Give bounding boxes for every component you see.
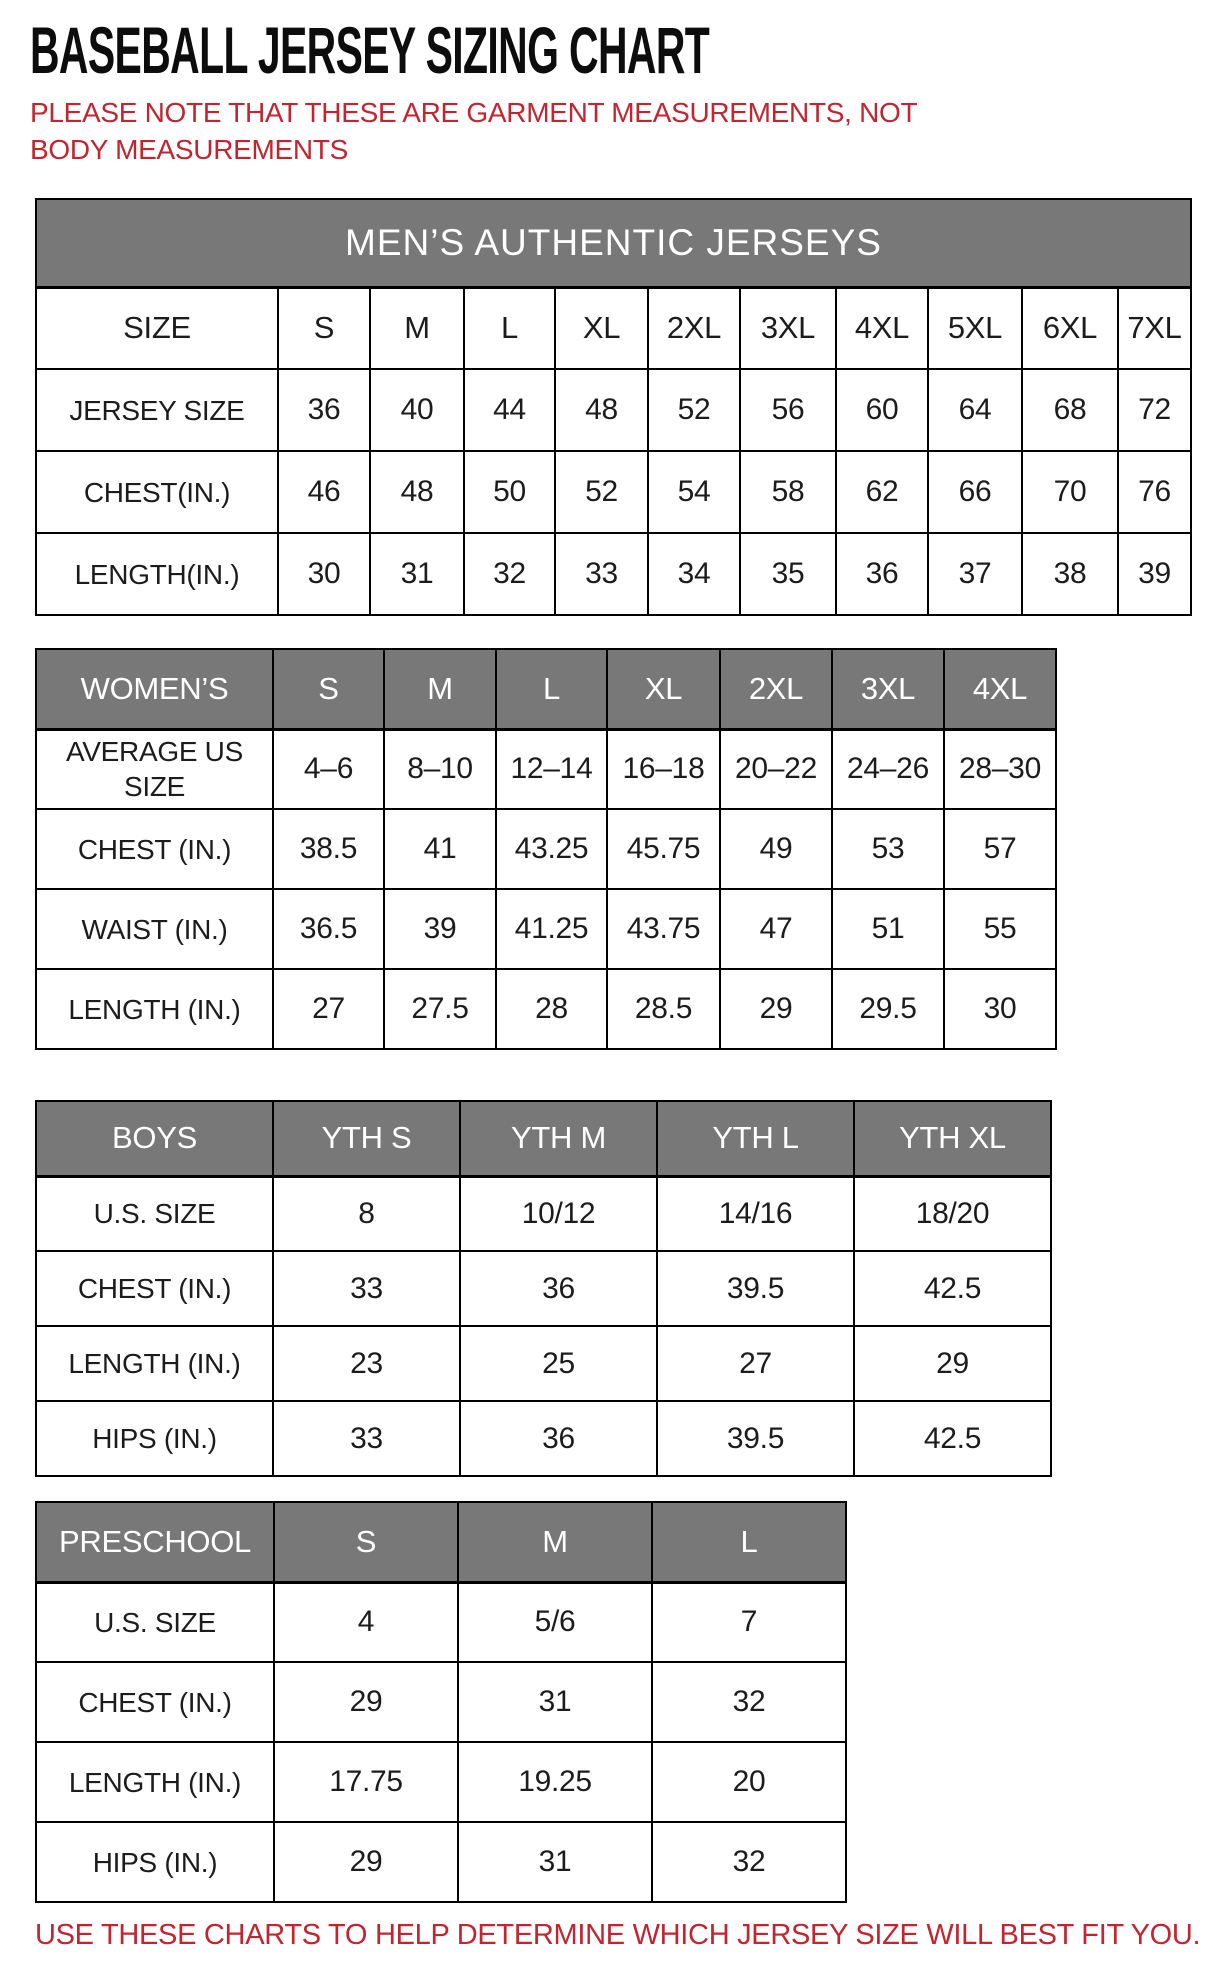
value-cell: 27 bbox=[657, 1326, 854, 1401]
value-cell: 37 bbox=[928, 533, 1022, 615]
value-cell: 32 bbox=[464, 533, 555, 615]
value-cell: 52 bbox=[555, 451, 648, 533]
row-label: JERSEY SIZE bbox=[36, 369, 278, 451]
value-cell: 46 bbox=[278, 451, 370, 533]
value-cell: 33 bbox=[555, 533, 648, 615]
size-column-header: XL bbox=[555, 287, 648, 369]
size-column-header: L bbox=[496, 649, 607, 729]
table-row bbox=[36, 1662, 846, 1742]
size-column-header: 7XL bbox=[1118, 287, 1191, 369]
fit-advice-note: USE THESE CHARTS TO HELP DETERMINE WHICH JERSEY SIZE WILL BEST FIT YOU. bbox=[35, 1919, 1201, 1952]
value-cell: 30 bbox=[278, 533, 370, 615]
value-cell: 31 bbox=[458, 1822, 652, 1902]
value-cell: 5/6 bbox=[458, 1582, 652, 1662]
table-row bbox=[36, 729, 1056, 809]
value-cell: 27.5 bbox=[384, 969, 496, 1049]
value-cell: 33 bbox=[273, 1251, 460, 1326]
table-row bbox=[36, 1742, 846, 1822]
value-cell: 50 bbox=[464, 451, 555, 533]
table-header-row bbox=[36, 1502, 846, 1582]
row-label: LENGTH (IN.) bbox=[36, 1326, 273, 1401]
value-cell: 64 bbox=[928, 369, 1022, 451]
value-cell: 28 bbox=[496, 969, 607, 1049]
value-cell: 16–18 bbox=[607, 729, 720, 809]
row-label: HIPS (IN.) bbox=[36, 1401, 273, 1476]
value-cell: 4–6 bbox=[273, 729, 384, 809]
value-cell: 12–14 bbox=[496, 729, 607, 809]
value-cell: 29 bbox=[274, 1822, 458, 1902]
value-cell: 48 bbox=[370, 451, 464, 533]
value-cell: 17.75 bbox=[274, 1742, 458, 1822]
size-column-header: M bbox=[370, 287, 464, 369]
size-column-header: S bbox=[274, 1502, 458, 1582]
size-column-header: 3XL bbox=[832, 649, 944, 729]
table-banner-row bbox=[36, 199, 1191, 287]
size-column-header: L bbox=[652, 1502, 846, 1582]
value-cell: 66 bbox=[928, 451, 1022, 533]
table-title-cell: BOYS bbox=[36, 1101, 273, 1176]
value-cell: 25 bbox=[460, 1326, 657, 1401]
row-label: WAIST (IN.) bbox=[36, 889, 273, 969]
value-cell: 8 bbox=[273, 1176, 460, 1251]
value-cell: 72 bbox=[1118, 369, 1191, 451]
size-column-header: 6XL bbox=[1022, 287, 1118, 369]
value-cell: 49 bbox=[720, 809, 832, 889]
size-column-header: S bbox=[273, 649, 384, 729]
value-cell: 54 bbox=[648, 451, 740, 533]
value-cell: 10/12 bbox=[460, 1176, 657, 1251]
value-cell: 47 bbox=[720, 889, 832, 969]
value-cell: 29.5 bbox=[832, 969, 944, 1049]
value-cell: 36 bbox=[836, 533, 928, 615]
size-column-header: 4XL bbox=[836, 287, 928, 369]
value-cell: 53 bbox=[832, 809, 944, 889]
value-cell: 38 bbox=[1022, 533, 1118, 615]
size-column-header: 3XL bbox=[740, 287, 836, 369]
value-cell: 20–22 bbox=[720, 729, 832, 809]
value-cell: 57 bbox=[944, 809, 1056, 889]
row-label: HIPS (IN.) bbox=[36, 1822, 274, 1902]
table-header-row bbox=[36, 1101, 1051, 1176]
womens-sizing-table bbox=[35, 648, 1057, 1050]
table-row bbox=[36, 1326, 1051, 1401]
size-column-header: 4XL bbox=[944, 649, 1056, 729]
value-cell: 24–26 bbox=[832, 729, 944, 809]
value-cell: 36 bbox=[460, 1401, 657, 1476]
size-column-header: YTH XL bbox=[854, 1101, 1051, 1176]
value-cell: 32 bbox=[652, 1822, 846, 1902]
value-cell: 42.5 bbox=[854, 1401, 1051, 1476]
row-label: LENGTH (IN.) bbox=[36, 969, 273, 1049]
boys-sizing-table bbox=[35, 1100, 1052, 1477]
value-cell: 39.5 bbox=[657, 1401, 854, 1476]
value-cell: 76 bbox=[1118, 451, 1191, 533]
table-row bbox=[36, 1582, 846, 1662]
value-cell: 60 bbox=[836, 369, 928, 451]
row-label: CHEST (IN.) bbox=[36, 1251, 273, 1326]
row-label: LENGTH(IN.) bbox=[36, 533, 278, 615]
value-cell: 44 bbox=[464, 369, 555, 451]
table-title-cell: WOMEN’S bbox=[36, 649, 273, 729]
value-cell: 45.75 bbox=[607, 809, 720, 889]
value-cell: 34 bbox=[648, 533, 740, 615]
value-cell: 8–10 bbox=[384, 729, 496, 809]
page-title: BASEBALL JERSEY SIZING CHART bbox=[30, 13, 710, 87]
value-cell: 29 bbox=[854, 1326, 1051, 1401]
value-cell: 39 bbox=[1118, 533, 1191, 615]
value-cell: 52 bbox=[648, 369, 740, 451]
size-column-header: L bbox=[464, 287, 555, 369]
row-label: AVERAGE US SIZE bbox=[36, 729, 273, 809]
table-row bbox=[36, 533, 1191, 615]
size-column-header: S bbox=[278, 287, 370, 369]
value-cell: 41 bbox=[384, 809, 496, 889]
value-cell: 48 bbox=[555, 369, 648, 451]
value-cell: 31 bbox=[458, 1662, 652, 1742]
row-label: CHEST (IN.) bbox=[36, 1662, 274, 1742]
value-cell: 19.25 bbox=[458, 1742, 652, 1822]
size-column-header: 5XL bbox=[928, 287, 1022, 369]
row-label: CHEST (IN.) bbox=[36, 809, 273, 889]
preschool-sizing-table bbox=[35, 1501, 847, 1903]
value-cell: 43.75 bbox=[607, 889, 720, 969]
garment-measurement-note: PLEASE NOTE THAT THESE ARE GARMENT MEASUREMENTS, NOT BODY MEASUREMENTS bbox=[30, 97, 917, 165]
table-header-row bbox=[36, 287, 1191, 369]
size-column-header: 2XL bbox=[648, 287, 740, 369]
value-cell: 36 bbox=[278, 369, 370, 451]
row-label: U.S. SIZE bbox=[36, 1176, 273, 1251]
value-cell: 43.25 bbox=[496, 809, 607, 889]
size-column-header: 2XL bbox=[720, 649, 832, 729]
row-label: CHEST(IN.) bbox=[36, 451, 278, 533]
size-column-header: M bbox=[384, 649, 496, 729]
value-cell: 18/20 bbox=[854, 1176, 1051, 1251]
value-cell: 42.5 bbox=[854, 1251, 1051, 1326]
size-column-header: M bbox=[458, 1502, 652, 1582]
value-cell: 32 bbox=[652, 1662, 846, 1742]
table-row bbox=[36, 969, 1056, 1049]
table-banner: MEN’S AUTHENTIC JERSEYS bbox=[36, 199, 1191, 287]
value-cell: 40 bbox=[370, 369, 464, 451]
table-title-cell: SIZE bbox=[36, 287, 278, 369]
table-row bbox=[36, 809, 1056, 889]
table-row bbox=[36, 1822, 846, 1902]
value-cell: 28.5 bbox=[607, 969, 720, 1049]
value-cell: 27 bbox=[273, 969, 384, 1049]
value-cell: 29 bbox=[274, 1662, 458, 1742]
table-row bbox=[36, 1251, 1051, 1326]
value-cell: 4 bbox=[274, 1582, 458, 1662]
table-row bbox=[36, 369, 1191, 451]
value-cell: 41.25 bbox=[496, 889, 607, 969]
size-column-header: YTH M bbox=[460, 1101, 657, 1176]
row-label: U.S. SIZE bbox=[36, 1582, 274, 1662]
value-cell: 7 bbox=[652, 1582, 846, 1662]
value-cell: 20 bbox=[652, 1742, 846, 1822]
row-label: LENGTH (IN.) bbox=[36, 1742, 274, 1822]
size-column-header: YTH S bbox=[273, 1101, 460, 1176]
value-cell: 38.5 bbox=[273, 809, 384, 889]
value-cell: 29 bbox=[720, 969, 832, 1049]
value-cell: 70 bbox=[1022, 451, 1118, 533]
table-row bbox=[36, 1401, 1051, 1476]
table-row bbox=[36, 451, 1191, 533]
value-cell: 36.5 bbox=[273, 889, 384, 969]
table-header-row bbox=[36, 649, 1056, 729]
mens-sizing-table bbox=[35, 198, 1192, 616]
table-row bbox=[36, 1176, 1051, 1251]
value-cell: 36 bbox=[460, 1251, 657, 1326]
value-cell: 62 bbox=[836, 451, 928, 533]
value-cell: 30 bbox=[944, 969, 1056, 1049]
value-cell: 58 bbox=[740, 451, 836, 533]
value-cell: 68 bbox=[1022, 369, 1118, 451]
table-row bbox=[36, 889, 1056, 969]
value-cell: 51 bbox=[832, 889, 944, 969]
value-cell: 14/16 bbox=[657, 1176, 854, 1251]
value-cell: 23 bbox=[273, 1326, 460, 1401]
size-column-header: YTH L bbox=[657, 1101, 854, 1176]
value-cell: 31 bbox=[370, 533, 464, 615]
value-cell: 55 bbox=[944, 889, 1056, 969]
size-column-header: XL bbox=[607, 649, 720, 729]
value-cell: 35 bbox=[740, 533, 836, 615]
table-title-cell: PRESCHOOL bbox=[36, 1502, 274, 1582]
value-cell: 28–30 bbox=[944, 729, 1056, 809]
value-cell: 39.5 bbox=[657, 1251, 854, 1326]
value-cell: 39 bbox=[384, 889, 496, 969]
value-cell: 56 bbox=[740, 369, 836, 451]
value-cell: 33 bbox=[273, 1401, 460, 1476]
